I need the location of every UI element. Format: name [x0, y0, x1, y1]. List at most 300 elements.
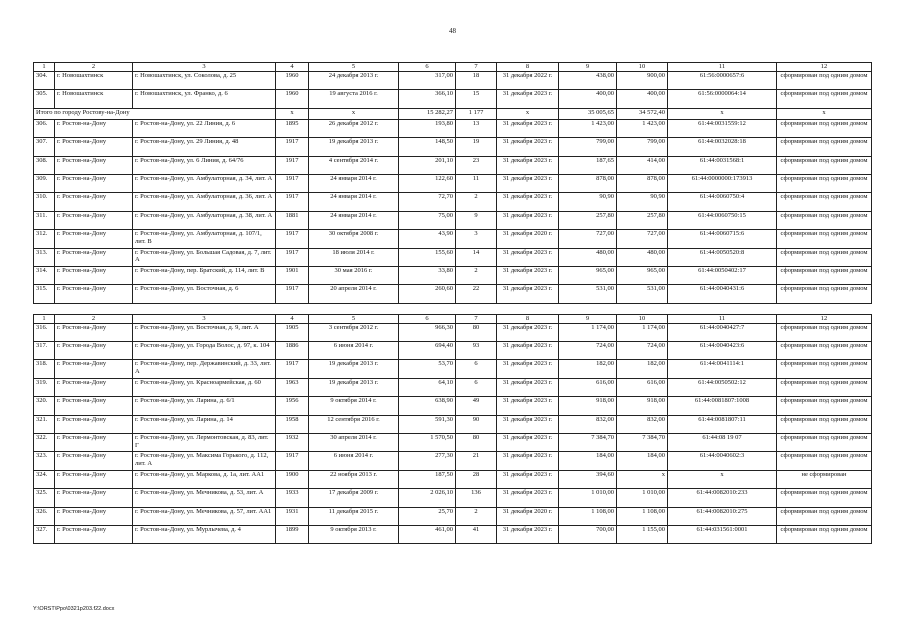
cell-people: 49: [456, 397, 497, 415]
cell-cad: 61:44:0082010:275: [668, 507, 777, 525]
cell-city: г. Новошахтинск: [55, 90, 133, 108]
cell-deadline: 31 декабря 2023 г.: [497, 266, 559, 284]
cell-cad: 61:44:0040431:6: [668, 285, 777, 303]
cell-v9: 700,00: [559, 525, 617, 543]
cell-year: 1917: [276, 452, 309, 470]
cell-year: 1905: [276, 323, 309, 341]
registry-body: [34, 63, 872, 544]
cell-city: г. Ростов-на-Дону: [55, 248, 133, 266]
cell-date: 24 декабря 2013 г.: [309, 72, 399, 90]
cell-v9: 727,00: [559, 230, 617, 248]
table-row: [34, 138, 872, 156]
cell-deadline: 31 декабря 2023 г.: [497, 434, 559, 452]
cell-deadline: 31 декабря 2020 г.: [497, 507, 559, 525]
cell-city: г. Ростов-на-Дону: [55, 415, 133, 433]
cell-year: 1917: [276, 193, 309, 211]
cell-addr: г. Ростов-на-Дону, ул. Большая Садовая, д. 7, лит. А: [133, 248, 276, 266]
cell-status: сформирован под одним домом: [777, 193, 872, 211]
table-row: [34, 323, 872, 341]
cell-addr: г. Ростов-на-Дону, ул. Мурлычева, д. 4: [133, 525, 276, 543]
cell-date: 20 апреля 2014 г.: [309, 285, 399, 303]
cell-city: г. Ростов-на-Дону: [55, 323, 133, 341]
cell-deadline: 31 декабря 2020 г.: [497, 230, 559, 248]
cell-date: 19 декабря 2013 г.: [309, 378, 399, 396]
cell-v10: 257,80: [617, 211, 668, 229]
cell-v9: 878,00: [559, 174, 617, 192]
cell-year: 1960: [276, 72, 309, 90]
cell-cad: 61:44:0050402:17: [668, 266, 777, 284]
table-row: [34, 378, 872, 396]
cell-deadline: 31 декабря 2023 г.: [497, 397, 559, 415]
cell-v9: 918,00: [559, 397, 617, 415]
column-number: 7: [456, 314, 497, 323]
cell-addr: г. Новошахтинск, ул. Соколова, д. 25: [133, 72, 276, 90]
cell-area: 53,70: [399, 360, 456, 378]
cell-status: сформирован под одним домом: [777, 138, 872, 156]
cell-people: 19: [456, 138, 497, 156]
cell-n: 326.: [34, 507, 55, 525]
cell-area: 260,60: [399, 285, 456, 303]
column-number: 3: [133, 314, 276, 323]
cell-addr: г. Ростов-на-Дону, ул. 29 Линия, д. 48: [133, 138, 276, 156]
cell-city: г. Ростов-на-Дону: [55, 230, 133, 248]
column-number: 9: [559, 314, 617, 323]
column-number: 10: [617, 63, 668, 72]
total-area: 15 282,27: [399, 108, 456, 119]
cell-city: г. Ростов-на-Дону: [55, 378, 133, 396]
cell-status: сформирован под одним домом: [777, 342, 872, 360]
cell-v9: 394,60: [559, 470, 617, 488]
total-label: Итого по городу Ростову-на-Дону: [34, 108, 276, 119]
cell-addr: г. Ростов-на-Дону, ул. Максима Горького, д. 112, лит. А: [133, 452, 276, 470]
table-row: [34, 360, 872, 378]
cell-n: 322.: [34, 434, 55, 452]
cell-status: сформирован под одним домом: [777, 248, 872, 266]
cell-addr: г. Ростов-на-Дону, ул. Мечникова, д. 57, лит. АА1: [133, 507, 276, 525]
cell-addr: г. Ростов-на-Дону, ул. Ларина, д. 14: [133, 415, 276, 433]
cell-area: 187,50: [399, 470, 456, 488]
column-number-row: [34, 63, 872, 72]
cell-n: 321.: [34, 415, 55, 433]
cell-deadline: 31 декабря 2023 г.: [497, 415, 559, 433]
cell-status: сформирован под одним домом: [777, 285, 872, 303]
cell-addr: г. Ростов-на-Дону, ул. Восточная, д. 6: [133, 285, 276, 303]
cell-cad: 61:44:0050502:12: [668, 378, 777, 396]
cell-people: 90: [456, 415, 497, 433]
cell-year: 1917: [276, 230, 309, 248]
cell-n: 323.: [34, 452, 55, 470]
cell-people: 2: [456, 266, 497, 284]
cell-addr: г. Ростов-на-Дону, пер. Державинский, д. 33, лит. А: [133, 360, 276, 378]
cell-area: 43,90: [399, 230, 456, 248]
table-row: [34, 156, 872, 174]
table-row: [34, 211, 872, 229]
cell-deadline: 31 декабря 2023 г.: [497, 323, 559, 341]
cell-v9: 799,00: [559, 138, 617, 156]
cell-year: 1900: [276, 470, 309, 488]
cell-n: 327.: [34, 525, 55, 543]
cell-city: г. Ростов-на-Дону: [55, 156, 133, 174]
cell-date: 24 января 2014 г.: [309, 211, 399, 229]
cell-v9: 7 384,70: [559, 434, 617, 452]
cell-addr: г. Новошахтинск, ул. Франко, д. 6: [133, 90, 276, 108]
cell-people: 18: [456, 72, 497, 90]
column-number: 4: [276, 63, 309, 72]
cell-status: сформирован под одним домом: [777, 434, 872, 452]
column-number: 8: [497, 314, 559, 323]
cell-v10: 1 174,00: [617, 323, 668, 341]
cell-city: г. Ростов-на-Дону: [55, 119, 133, 137]
cell-cad: 61:44:0040602:3: [668, 452, 777, 470]
cell-v10: 1 108,00: [617, 507, 668, 525]
cell-deadline: 31 декабря 2023 г.: [497, 156, 559, 174]
registry-table: [33, 62, 872, 544]
table-row: [34, 266, 872, 284]
cell-v9: 616,00: [559, 378, 617, 396]
cell-n: 320.: [34, 397, 55, 415]
cell-v9: 90,90: [559, 193, 617, 211]
cell-v10: 918,00: [617, 397, 668, 415]
cell-year: 1901: [276, 266, 309, 284]
column-number: 6: [399, 63, 456, 72]
cell-cad: 61:44:0041114:1: [668, 360, 777, 378]
cell-city: г. Ростов-на-Дону: [55, 470, 133, 488]
cell-area: 638,90: [399, 397, 456, 415]
cell-v10: 184,00: [617, 452, 668, 470]
cell-n: 319.: [34, 378, 55, 396]
cell-people: 93: [456, 342, 497, 360]
total-year: х: [276, 108, 309, 119]
cell-date: 22 ноября 2013 г.: [309, 470, 399, 488]
table-row: [34, 507, 872, 525]
cell-v9: 187,65: [559, 156, 617, 174]
table-row: [34, 525, 872, 543]
cell-area: 64,10: [399, 378, 456, 396]
cell-addr: г. Ростов-на-Дону, ул. Амбулаторная, д. 38, лит. А: [133, 211, 276, 229]
total-row: [34, 108, 872, 119]
cell-status: сформирован под одним домом: [777, 90, 872, 108]
cell-v10: 400,00: [617, 90, 668, 108]
cell-addr: г. Ростов-на-Дону, ул. Амбулаторная, д. 34, лит. А: [133, 174, 276, 192]
cell-n: 317.: [34, 342, 55, 360]
cell-v10: 900,00: [617, 72, 668, 90]
column-number: 5: [309, 63, 399, 72]
cell-v10: х: [617, 470, 668, 488]
cell-area: 155,60: [399, 248, 456, 266]
cell-year: 1895: [276, 119, 309, 137]
cell-deadline: 31 декабря 2023 г.: [497, 525, 559, 543]
cell-city: г. Ростов-на-Дону: [55, 211, 133, 229]
cell-n: 310.: [34, 193, 55, 211]
cell-v10: 480,00: [617, 248, 668, 266]
cell-addr: г. Ростов-на-Дону, ул. Мечникова, д. 53, лит. А: [133, 489, 276, 507]
cell-v9: 400,00: [559, 90, 617, 108]
cell-v9: 965,00: [559, 266, 617, 284]
cell-year: 1917: [276, 360, 309, 378]
cell-area: 25,70: [399, 507, 456, 525]
cell-cad: 61:44:0040427:7: [668, 323, 777, 341]
cell-cad: 61:44:0031559:12: [668, 119, 777, 137]
cell-cad: 61:44:0032028:18: [668, 138, 777, 156]
cell-date: 6 июня 2014 г.: [309, 452, 399, 470]
table-row: [34, 397, 872, 415]
cell-cad: 61:44:0050520:8: [668, 248, 777, 266]
column-number: 9: [559, 63, 617, 72]
cell-city: г. Ростов-на-Дону: [55, 193, 133, 211]
cell-v10: 727,00: [617, 230, 668, 248]
table-row: [34, 119, 872, 137]
column-number: 11: [668, 63, 777, 72]
cell-year: 1886: [276, 342, 309, 360]
column-number: 10: [617, 314, 668, 323]
page-number: 48: [449, 27, 456, 35]
cell-area: 694,40: [399, 342, 456, 360]
table-row: [34, 342, 872, 360]
cell-addr: г. Ростов-на-Дону, ул. Маркова, д. 1а, лит. АА1: [133, 470, 276, 488]
cell-year: 1917: [276, 285, 309, 303]
cell-deadline: 31 декабря 2023 г.: [497, 119, 559, 137]
cell-status: сформирован под одним домом: [777, 174, 872, 192]
cell-city: г. Ростов-на-Дону: [55, 360, 133, 378]
cell-n: 307.: [34, 138, 55, 156]
cell-v10: 832,00: [617, 415, 668, 433]
cell-date: 6 июня 2014 г.: [309, 342, 399, 360]
cell-date: 11 декабря 2015 г.: [309, 507, 399, 525]
cell-cad: х: [668, 470, 777, 488]
cell-v9: 182,00: [559, 360, 617, 378]
cell-n: 324.: [34, 470, 55, 488]
cell-n: 316.: [34, 323, 55, 341]
cell-area: 75,00: [399, 211, 456, 229]
cell-status: сформирован под одним домом: [777, 230, 872, 248]
cell-cad: 61:44:0000000:173913: [668, 174, 777, 192]
cell-status: сформирован под одним домом: [777, 525, 872, 543]
cell-area: 591,30: [399, 415, 456, 433]
cell-v9: 724,00: [559, 342, 617, 360]
cell-people: 13: [456, 119, 497, 137]
cell-n: 313.: [34, 248, 55, 266]
cell-people: 21: [456, 452, 497, 470]
cell-v9: 1 010,00: [559, 489, 617, 507]
cell-city: г. Ростов-на-Дону: [55, 507, 133, 525]
cell-city: г. Ростов-на-Дону: [55, 285, 133, 303]
cell-people: 23: [456, 156, 497, 174]
cell-n: 306.: [34, 119, 55, 137]
cell-deadline: 31 декабря 2023 г.: [497, 342, 559, 360]
cell-people: 11: [456, 174, 497, 192]
cell-area: 966,30: [399, 323, 456, 341]
cell-v10: 965,00: [617, 266, 668, 284]
cell-year: 1917: [276, 138, 309, 156]
cell-area: 193,80: [399, 119, 456, 137]
cell-deadline: 31 декабря 2023 г.: [497, 360, 559, 378]
cell-cad: 61:44:0082010:233: [668, 489, 777, 507]
total-people: 1 177: [456, 108, 497, 119]
column-number: 2: [55, 314, 133, 323]
total-v9: 35 005,65: [559, 108, 617, 119]
cell-status: сформирован под одним домом: [777, 323, 872, 341]
cell-people: 80: [456, 323, 497, 341]
cell-date: 4 сентября 2014 г.: [309, 156, 399, 174]
cell-n: 315.: [34, 285, 55, 303]
cell-year: 1931: [276, 507, 309, 525]
cell-addr: г. Ростов-на-Дону, ул. Амбулаторная, д. 107/1, лит. В: [133, 230, 276, 248]
cell-status: сформирован под одним домом: [777, 266, 872, 284]
table-row: [34, 489, 872, 507]
cell-year: 1917: [276, 248, 309, 266]
cell-area: 122,60: [399, 174, 456, 192]
cell-addr: г. Ростов-на-Дону, ул. Лермонтовская, д. 83, лит. Г: [133, 434, 276, 452]
cell-v10: 1 423,00: [617, 119, 668, 137]
cell-status: сформирован под одним домом: [777, 119, 872, 137]
cell-year: 1881: [276, 211, 309, 229]
cell-area: 366,10: [399, 90, 456, 108]
cell-v9: 1 108,00: [559, 507, 617, 525]
table-row: [34, 434, 872, 452]
cell-area: 277,30: [399, 452, 456, 470]
table-row: [34, 415, 872, 433]
cell-cad: 61:44:031561:0001: [668, 525, 777, 543]
cell-date: 30 апреля 2014 г.: [309, 434, 399, 452]
cell-cad: 61:56:0000064:14: [668, 90, 777, 108]
cell-v10: 724,00: [617, 342, 668, 360]
cell-cad: 61:44:0081807:11: [668, 415, 777, 433]
cell-addr: г. Ростов-на-Дону, ул. Восточная, д. 9, лит. А: [133, 323, 276, 341]
cell-cad: 61:44:0060715:6: [668, 230, 777, 248]
cell-deadline: 31 декабря 2023 г.: [497, 470, 559, 488]
table-row: [34, 90, 872, 108]
cell-v9: 1 423,00: [559, 119, 617, 137]
cell-cad: 61:44:0081807:1008: [668, 397, 777, 415]
cell-year: 1960: [276, 90, 309, 108]
cell-date: 30 мая 2016 г.: [309, 266, 399, 284]
column-number-row: [34, 314, 872, 323]
cell-v10: 414,00: [617, 156, 668, 174]
cell-city: г. Ростов-на-Дону: [55, 397, 133, 415]
column-number: 11: [668, 314, 777, 323]
cell-addr: г. Ростов-на-Дону, ул. 22 Линия, д. 6: [133, 119, 276, 137]
cell-date: 12 сентября 2016 г.: [309, 415, 399, 433]
cell-status: сформирован под одним домом: [777, 397, 872, 415]
cell-date: 19 августа 2016 г.: [309, 90, 399, 108]
cell-people: 28: [456, 470, 497, 488]
total-v10: 34 572,40: [617, 108, 668, 119]
cell-deadline: 31 декабря 2023 г.: [497, 193, 559, 211]
cell-addr: г. Ростов-на-Дону, ул. Амбулаторная, д. 36, лит. А: [133, 193, 276, 211]
cell-area: 1 570,50: [399, 434, 456, 452]
column-number: 12: [777, 63, 872, 72]
cell-status: не сформирован: [777, 470, 872, 488]
cell-date: 3 сентября 2012 г.: [309, 323, 399, 341]
cell-date: 9 октября 2014 г.: [309, 397, 399, 415]
cell-v9: 257,80: [559, 211, 617, 229]
cell-status: сформирован под одним домом: [777, 507, 872, 525]
cell-year: 1917: [276, 156, 309, 174]
cell-people: 41: [456, 525, 497, 543]
cell-addr: г. Ростов-на-Дону, ул. Ларина, д. 6/1: [133, 397, 276, 415]
table-row: [34, 193, 872, 211]
cell-date: 9 октября 2013 г.: [309, 525, 399, 543]
cell-status: сформирован под одним домом: [777, 211, 872, 229]
cell-area: 2 026,10: [399, 489, 456, 507]
cell-v9: 1 174,00: [559, 323, 617, 341]
column-number: 4: [276, 314, 309, 323]
table-row: [34, 285, 872, 303]
cell-area: 33,80: [399, 266, 456, 284]
cell-status: сформирован под одним домом: [777, 415, 872, 433]
cell-year: 1963: [276, 378, 309, 396]
cell-n: 325.: [34, 489, 55, 507]
cell-city: г. Ростов-на-Дону: [55, 174, 133, 192]
column-number: 6: [399, 314, 456, 323]
cell-addr: г. Ростов-на-Дону, ул. Города Волос, д. 97, к. 104: [133, 342, 276, 360]
cell-v10: 531,00: [617, 285, 668, 303]
cell-people: 3: [456, 230, 497, 248]
cell-deadline: 31 декабря 2022 г.: [497, 72, 559, 90]
cell-area: 72,70: [399, 193, 456, 211]
cell-year: 1933: [276, 489, 309, 507]
column-number: 3: [133, 63, 276, 72]
cell-n: 309.: [34, 174, 55, 192]
cell-status: сформирован под одним домом: [777, 72, 872, 90]
cell-n: 304.: [34, 72, 55, 90]
cell-cad: 61:44:0031568:1: [668, 156, 777, 174]
cell-v10: 616,00: [617, 378, 668, 396]
cell-year: 1956: [276, 397, 309, 415]
cell-v10: 878,00: [617, 174, 668, 192]
cell-people: 6: [456, 378, 497, 396]
cell-addr: г. Ростов-на-Дону, ул. 6 Линия, д. 64/76: [133, 156, 276, 174]
cell-deadline: 31 декабря 2023 г.: [497, 90, 559, 108]
cell-area: 461,00: [399, 525, 456, 543]
cell-n: 318.: [34, 360, 55, 378]
cell-v9: 184,00: [559, 452, 617, 470]
table-break-cell: [34, 303, 872, 314]
cell-status: сформирован под одним домом: [777, 156, 872, 174]
cell-deadline: 31 декабря 2023 г.: [497, 489, 559, 507]
cell-date: 19 декабря 2013 г.: [309, 360, 399, 378]
cell-year: 1958: [276, 415, 309, 433]
cell-people: 22: [456, 285, 497, 303]
cell-deadline: 31 декабря 2023 г.: [497, 452, 559, 470]
cell-status: сформирован под одним домом: [777, 360, 872, 378]
cell-v10: 799,00: [617, 138, 668, 156]
cell-date: 24 января 2014 г.: [309, 174, 399, 192]
cell-people: 136: [456, 489, 497, 507]
cell-people: 15: [456, 90, 497, 108]
cell-people: 80: [456, 434, 497, 452]
cell-v9: 832,00: [559, 415, 617, 433]
cell-cad: 61:44:0060750:15: [668, 211, 777, 229]
table-row: [34, 248, 872, 266]
cell-deadline: 31 декабря 2023 г.: [497, 174, 559, 192]
cell-v10: 1 010,00: [617, 489, 668, 507]
cell-deadline: 31 декабря 2023 г.: [497, 248, 559, 266]
column-number: 5: [309, 314, 399, 323]
cell-cad: 61:44:0060750:4: [668, 193, 777, 211]
cell-date: 19 декабря 2013 г.: [309, 138, 399, 156]
column-number: 1: [34, 63, 55, 72]
cell-deadline: 31 декабря 2023 г.: [497, 378, 559, 396]
cell-area: 317,00: [399, 72, 456, 90]
cell-cad: 61:44:08 19 07: [668, 434, 777, 452]
cell-n: 311.: [34, 211, 55, 229]
cell-city: г. Ростов-на-Дону: [55, 452, 133, 470]
cell-n: 305.: [34, 90, 55, 108]
cell-deadline: 31 декабря 2023 г.: [497, 211, 559, 229]
cell-v10: 7 384,70: [617, 434, 668, 452]
cell-status: сформирован под одним домом: [777, 378, 872, 396]
